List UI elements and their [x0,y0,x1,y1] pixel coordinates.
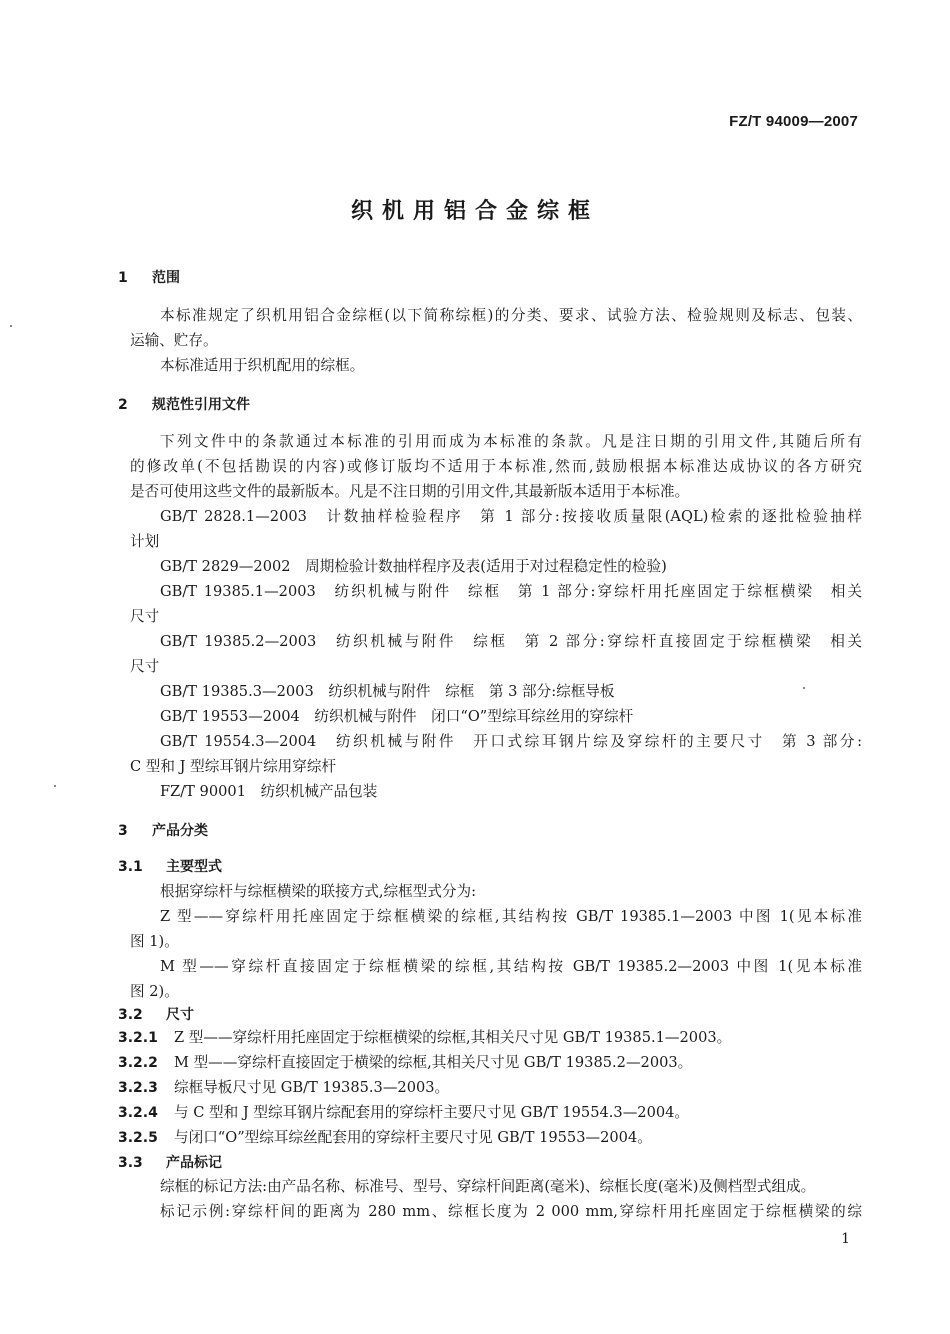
paragraph-line: M 型——穿综杆直接固定于综框横梁的综框,其结构按 GB/T 19385.2—2003 中图 1(见本标准 [160,958,862,975]
page-number: 1 [841,1231,850,1247]
paragraph-line: 图 1)。 [130,933,179,950]
clause-3-2-4 [118,1103,689,1123]
reference-line: GB/T 2828.1—2003 计数抽样检验程序 第 1 部分:按接收质量限(AQL)检索的逐批检验抽样 [160,508,862,525]
paragraph-line: 运输、贮存。 [130,332,218,349]
clause-3-2-5 [118,1128,652,1148]
reference-line: GB/T 19385.3—2003 纺织机械与附件 综框 第 3 部分:综框导板 [160,683,615,700]
section-number: 3.1 [118,859,143,875]
paragraph-line: 本标准规定了织机用铝合金综框(以下简称综框)的分类、要求、试验方法、检验规则及标志、包装、 [160,307,862,324]
clause-number: 3.2.3 [118,1080,158,1096]
scan-speck [54,785,56,787]
clause-3-2-2 [118,1053,692,1073]
clause-number: 3.2.4 [118,1105,158,1121]
clause-text: 与闭口“O”型综耳综丝配套用的穿综杆主要尺寸见 GB/T 19553—2004。 [174,1129,652,1146]
section-number: 1 [118,270,128,286]
scan-speck [803,687,805,689]
section-title: 规范性引用文件 [152,397,250,413]
section-number: 3.3 [118,1155,143,1171]
paragraph-line: 本标准适用于织机配用的综框。 [160,357,365,374]
section-number: 3 [118,823,128,839]
reference-line: GB/T 19385.2—2003 纺织机械与附件 综框 第 2 部分:穿综杆直接固定于综框横梁 相关 [160,633,862,650]
scan-speck [10,325,12,327]
section-title: 尺寸 [166,1007,194,1023]
clause-text: Z 型——穿综杆用托座固定于综框横梁的综框,其相关尺寸见 GB/T 19385.1—2003。 [174,1029,732,1046]
clause-text: 与 C 型和 J 型综耳钢片综配套用的穿综杆主要尺寸见 GB/T 19554.3—2004。 [174,1104,690,1121]
section-heading-1 [118,268,180,288]
subsection-heading-3-1 [118,857,222,877]
reference-line: FZ/T 90001 纺织机械产品包装 [160,783,378,800]
clause-number: 3.2.1 [118,1030,158,1046]
subsection-heading-3-2 [118,1005,194,1025]
clause-number: 3.2.2 [118,1055,158,1071]
paragraph-line: 综框的标记方法:由产品名称、标准号、型号、穿综杆间距离(毫米)、综框长度(毫米)及侧档型式组成。 [160,1178,816,1195]
section-number: 3.2 [118,1007,143,1023]
reference-line: 尺寸 [130,658,160,675]
reference-line: GB/T 2829—2002 周期检验计数抽样程序及表(适用于对过程稳定性的检验) [160,558,667,575]
subsection-heading-3-3 [118,1153,222,1173]
clause-3-2-1 [118,1028,731,1048]
reference-line: C 型和 J 型综耳钢片综用穿综杆 [130,758,337,775]
reference-line: GB/T 19553—2004 纺织机械与附件 闭口“O”型综耳综丝用的穿综杆 [160,708,634,725]
reference-line: 尺寸 [130,608,160,625]
paragraph-line: 的修改单(不包括勘误的内容)或修订版均不适用于本标准,然而,鼓励根据本标准达成协议的各方研究 [130,458,862,475]
paragraph-line: 图 2)。 [130,983,179,1000]
section-title: 产品分类 [152,823,208,839]
section-title: 主要型式 [166,859,222,875]
clause-number: 3.2.5 [118,1130,158,1146]
clause-text: M 型——穿综杆直接固定于横梁的综框,其相关尺寸见 GB/T 19385.2—2003。 [174,1054,693,1071]
paragraph-line: 是否可使用这些文件的最新版本。凡是不注日期的引用文件,其最新版本适用于本标准。 [130,483,690,500]
section-number: 2 [118,397,128,413]
clause-text: 综框导板尺寸见 GB/T 19385.3—2003。 [174,1079,450,1096]
paragraph-line: 标记示例:穿综杆间的距离为 280 mm、综框长度为 2 000 mm,穿综杆用托座固定于综框横梁的综 [160,1203,862,1220]
paragraph-line: 下列文件中的条款通过本标准的引用而成为本标准的条款。凡是注日期的引用文件,其随后所有 [160,433,862,450]
reference-line: GB/T 19385.1—2003 纺织机械与附件 综框 第 1 部分:穿综杆用托座固定于综框横梁 相关 [160,583,862,600]
section-heading-3 [118,821,208,841]
reference-line: 计划 [130,533,160,550]
paragraph-line: 根据穿综杆与综框横梁的联接方式,综框型式分为: [160,883,477,900]
section-heading-2 [118,395,250,415]
section-title: 范围 [152,270,180,286]
section-title: 产品标记 [166,1155,222,1171]
standard-number: FZ/T 94009—2007 [729,113,858,130]
paragraph-line: Z 型——穿综杆用托座固定于综框横梁的综框,其结构按 GB/T 19385.1—2003 中图 1(见本标准 [160,908,862,925]
clause-3-2-3 [118,1078,449,1098]
page-title: 织机用铝合金综框 [350,199,599,224]
reference-line: GB/T 19554.3—2004 纺织机械与附件 开口式综耳钢片综及穿综杆的主要尺寸 第 3 部分: [160,733,862,750]
